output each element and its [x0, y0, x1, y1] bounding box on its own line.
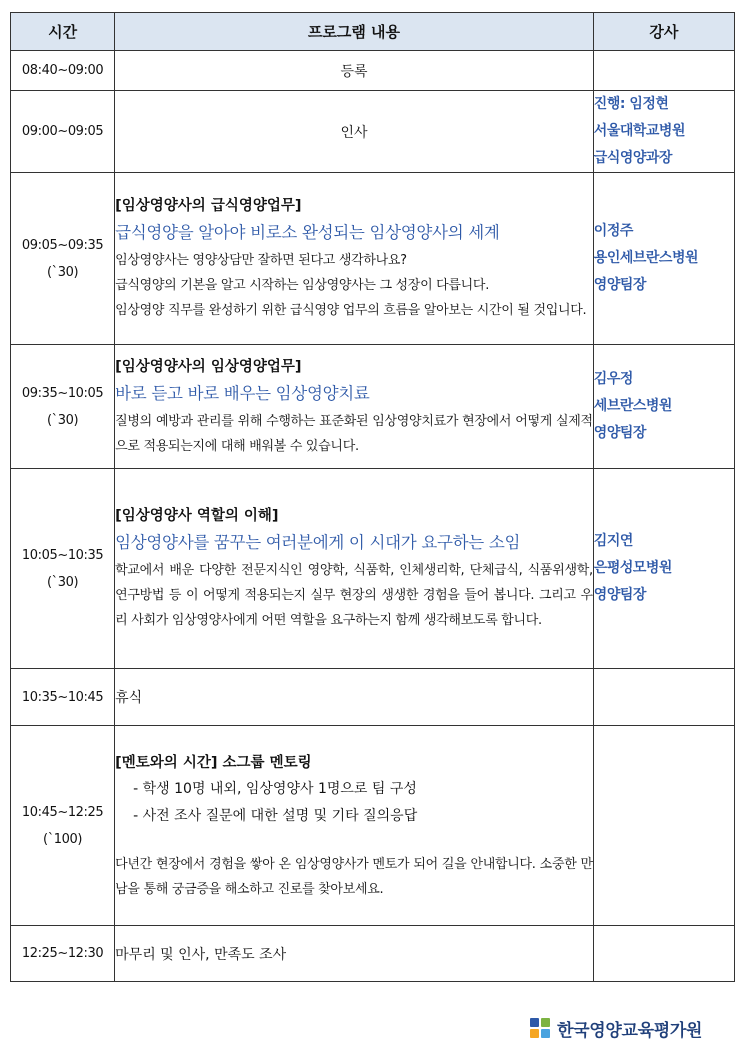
program-cell	[115, 173, 594, 345]
mentoring-bullet: - 학생 10명 내외, 임상영양사 1명으로 팀 구성	[133, 780, 417, 797]
time-text: 09:05~09:35	[21, 237, 104, 253]
header-row	[11, 13, 735, 51]
duration-text: (`30)	[46, 412, 79, 428]
duration-text: (`30)	[46, 264, 79, 280]
time-cell	[11, 91, 115, 173]
session-subtitle: 급식영양을 알아야 비로소 완성되는 임상영양사의 세계	[115, 223, 500, 242]
logo-mark-icon	[530, 1018, 552, 1040]
session-desc: 질병의 예방과 관리를 위해 수행하는 표준화된 임상영양치료가 현장에서 어떻게 실제적으로 적용되는지에 대해 배워볼 수 있습니다.	[115, 413, 593, 454]
speaker-cell	[593, 926, 734, 982]
speaker-line: 영양팀장	[593, 277, 646, 293]
table-row	[11, 469, 735, 669]
time-cell	[11, 51, 115, 91]
session-desc-line: 임상영양사는 영양상담만 잘하면 된다고 생각하나요?	[115, 253, 407, 268]
header-program: 프로그램 내용	[115, 13, 594, 51]
time-cell	[11, 669, 115, 726]
program-cell	[115, 726, 594, 926]
time-cell	[11, 726, 115, 926]
table-row	[11, 91, 735, 173]
session-desc-line: 급식영양의 기본을 알고 시작하는 임상영양사는 그 성장이 다릅니다.	[115, 278, 490, 293]
logo-text: 한국영양교육평가원	[557, 1021, 703, 1041]
speaker-cell	[593, 91, 734, 173]
session-category: [임상영양사의 급식영양업무]	[115, 198, 302, 214]
table-row	[11, 726, 735, 926]
program-cell: 인사	[115, 91, 594, 173]
speaker-line: 은평성모병원	[593, 560, 672, 576]
speaker-cell	[593, 345, 734, 469]
table-row	[11, 173, 735, 345]
table-row	[11, 669, 735, 726]
organization-logo	[530, 1016, 702, 1041]
program-cell: 마무리 및 인사, 만족도 조사	[115, 926, 594, 982]
speaker-line: 용인세브란스병원	[593, 250, 698, 266]
header-speaker: 강사	[593, 13, 734, 51]
time-cell	[11, 345, 115, 469]
speaker-line: 영양팀장	[593, 425, 646, 441]
program-cell	[115, 469, 594, 669]
duration-text: (`30)	[46, 574, 79, 590]
time-text: 09:35~10:05	[21, 385, 104, 401]
session-subtitle: 바로 듣고 바로 배우는 임상영양치료	[115, 383, 370, 403]
session-desc: 학교에서 배운 다양한 전문지식인 영양학, 식품학, 인체생리학, 단체급식, 식품위생학, 연구방법 등 이 어떻게 적용되는지 실무 현장의 생생한 경험을 들어 봅니다. 그리고 우리 사회가 임상영양사에게 어떤 역할을 요구하는지 함께 생각해보도록 합니다.	[115, 563, 593, 628]
schedule-table	[10, 12, 735, 982]
speaker-cell	[593, 173, 734, 345]
time-cell	[11, 173, 115, 345]
session-subtitle: 임상영양사를 꿈꾸는 여러분에게 이 시대가 요구하는 소임	[115, 533, 521, 552]
speaker-cell	[593, 669, 734, 726]
duration-text: (`100)	[43, 831, 83, 847]
header-time: 시간	[11, 13, 115, 51]
mentoring-desc: 다년간 현장에서 경험을 쌓아 온 임상영양사가 멘토가 되어 길을 안내합니다. 소중한 만남을 통해 궁금증을 해소하고 진로를 찾아보세요.	[115, 856, 593, 897]
time-text: 08:40~09:00	[21, 63, 104, 78]
speaker-cell	[593, 51, 734, 91]
session-category: [임상영양사의 임상영양업무]	[115, 358, 302, 375]
time-text: 10:45~12:25	[21, 804, 104, 820]
session-desc-line: 임상영양 직무를 완성하기 위한 급식영양 업무의 흐름을 알아보는 시간이 될 것입니다.	[115, 303, 587, 318]
time-cell	[11, 926, 115, 982]
table-row	[11, 926, 735, 982]
time-cell	[11, 469, 115, 669]
time-text: 12:25~12:30	[21, 946, 104, 961]
mentoring-title: [멘토와의 시간] 소그룹 멘토링	[115, 754, 312, 771]
speaker-cell	[593, 469, 734, 669]
session-category: [임상영양사 역할의 이해]	[115, 508, 279, 524]
speaker-line: 영양팀장	[593, 587, 646, 603]
speaker-line: 이정주	[593, 223, 633, 239]
speaker-line: 서울대학교병원	[593, 123, 685, 139]
program-cell: 휴식	[115, 669, 594, 726]
time-text: 09:00~09:05	[21, 124, 104, 139]
speaker-line: 김우정	[593, 371, 633, 387]
speaker-line: 세브란스병원	[593, 398, 672, 414]
speaker-line: 급식영양과장	[593, 150, 672, 166]
time-text: 10:35~10:45	[21, 689, 104, 705]
program-cell: 등록	[115, 51, 594, 91]
speaker-cell	[593, 726, 734, 926]
mentoring-bullet: - 사전 조사 질문에 대한 설명 및 기타 질의응답	[133, 807, 418, 824]
speaker-line: 김지연	[593, 533, 633, 549]
table-row	[11, 51, 735, 91]
table-row	[11, 345, 735, 469]
time-text: 10:05~10:35	[21, 547, 104, 563]
speaker-line: 진행: 임정현	[593, 96, 669, 112]
program-cell	[115, 345, 594, 469]
